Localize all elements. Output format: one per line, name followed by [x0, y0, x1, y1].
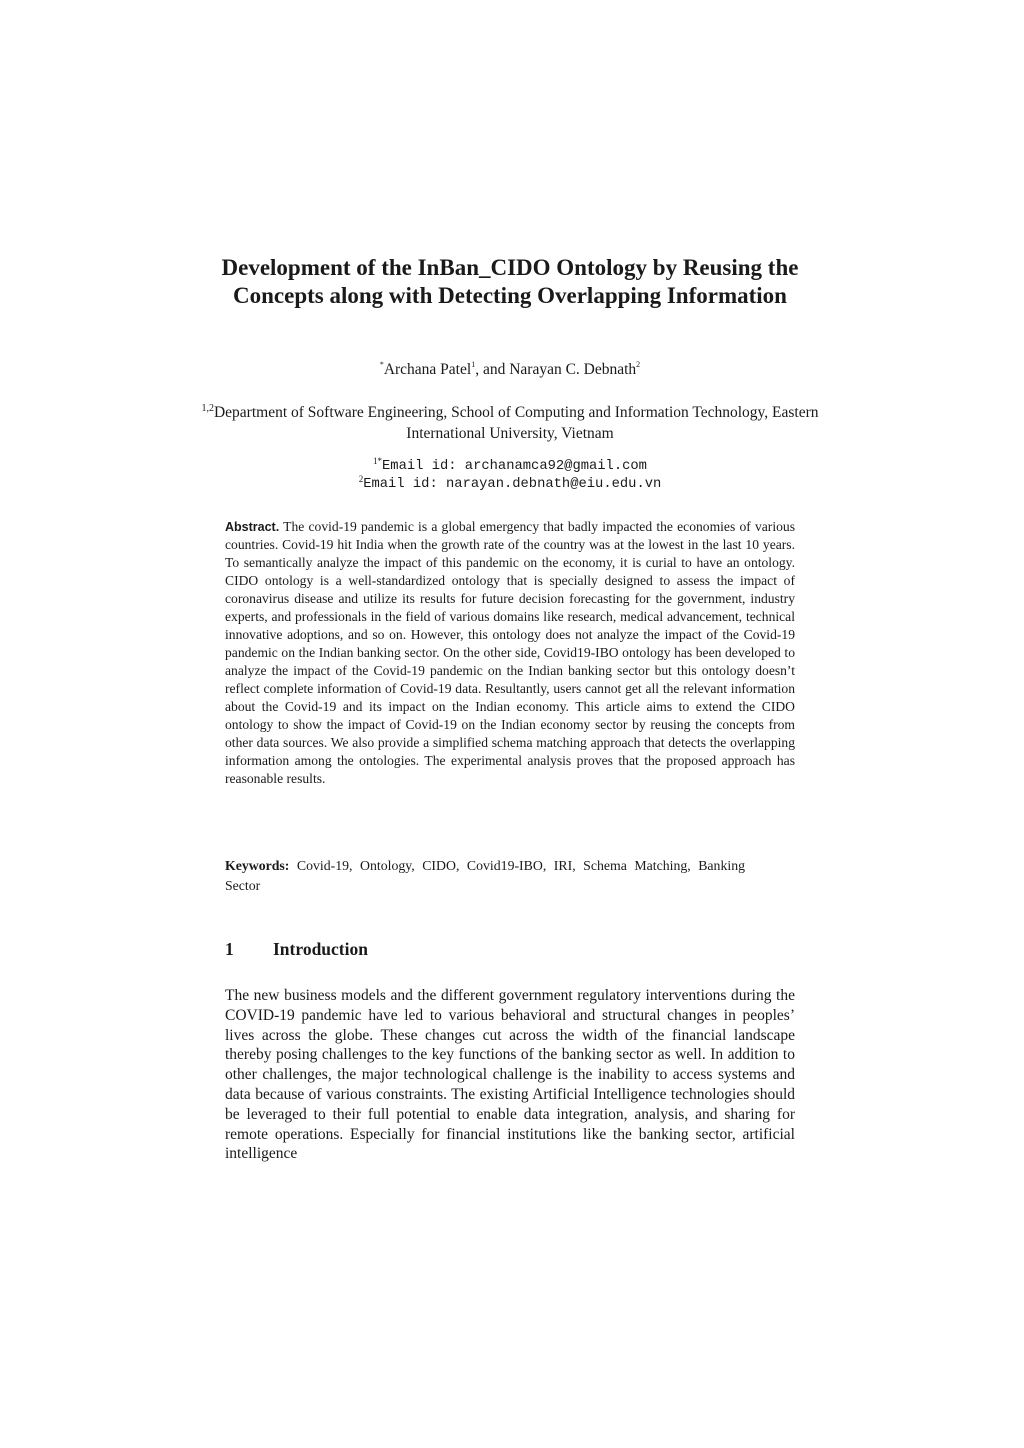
email-text-2: Email id: narayan.debnath@eiu.edu.vn — [363, 477, 662, 492]
email-block — [200, 458, 820, 494]
email-mark-1: 1* — [373, 456, 383, 466]
author-affiliation-mark-2: 2 — [636, 360, 641, 369]
abstract-text: The covid-19 pandemic is a global emergency that badly impacted the economies of various countries. Covid-19 hit India when the growth rate of the country was at the lowest in the last 10 years. To semantically analyze the impact of this pandemic on the economy, it is curial to have an ontology. CIDO ontology is a well-standardized ontology that is specially designed to assess the impact of coronavirus disease and utilize its results for future decision forecasting for the government, industry experts, and professionals in the field of various domains like research, medical advancement, technical innovative adoptions, and so on. However, this ontology does not analyze the impact of the Covid-19 pandemic on the Indian banking sector. On the other side, Covid19-IBO ontology has been developed to analyze the impact of the Covid-19 pandemic on the Indian banking sector but this ontology doesn’t reflect complete information of Covid-19 data. Resultantly, users cannot get all the relevant information about the Covid-19 and its impact on the Indian economy. This article aims to extend the CIDO ontology to show the impact of Covid-19 on the Indian economy sector by reusing the concepts from other data sources. We also provide a simplified schema matching approach that detects the overlapping information among the ontologies. The experimental analysis proves that the proposed approach has reasonable results. — [225, 519, 795, 786]
abstract-label: Abstract. — [225, 520, 280, 534]
email-text-1: Email id: archanamca92@gmail.com — [382, 459, 647, 474]
email-mark-2: 2 — [358, 474, 364, 484]
author-name-1: Archana Patel — [383, 361, 472, 378]
email-line-1 — [200, 458, 820, 476]
section-number: 1 — [225, 939, 234, 959]
corresponding-author-mark: * — [379, 360, 384, 369]
section-heading-introduction — [225, 938, 368, 960]
affiliation-text: Department of Software Engineering, School of Computing and Information Technology, Eastern International University, Vietnam — [213, 404, 819, 442]
author-separator: , and — [475, 361, 510, 378]
affiliation — [200, 403, 820, 444]
abstract — [225, 518, 795, 788]
keywords — [225, 856, 745, 896]
paper-title: Development of the InBan_CIDO Ontology by Reusing the Concepts along with Detecting Overlapping Information — [221, 255, 799, 308]
introduction-body: The new business models and the different government regulatory interventions during the COVID-19 pandemic have led to various behavioral and structural changes in peoples’ lives across the globe. These changes cut across the width of the financial landscape thereby posing challenges to the key functions of the banking sector as well. In addition to other challenges, the major technological challenge is the inability to access systems and data because of various constraints. The existing Artificial Intelligence technologies should be leveraged to their full potential to enable data integration, analysis, and sharing for remote operations. Especially for financial institutions like the banking sector, artificial intelligence — [225, 987, 795, 1163]
author-affiliation-mark-1: 1 — [471, 360, 476, 369]
section-title: Introduction — [273, 939, 368, 959]
author-name-2: Narayan C. Debnath — [509, 361, 637, 378]
email-line-2 — [200, 476, 820, 494]
keywords-label: Keywords: — [225, 858, 290, 873]
keywords-text: Covid-19, Ontology, CIDO, Covid19-IBO, IRI, Schema Matching, Banking Sector — [225, 858, 745, 893]
author-line — [200, 360, 820, 380]
affiliation-mark: 1,2 — [201, 403, 214, 414]
